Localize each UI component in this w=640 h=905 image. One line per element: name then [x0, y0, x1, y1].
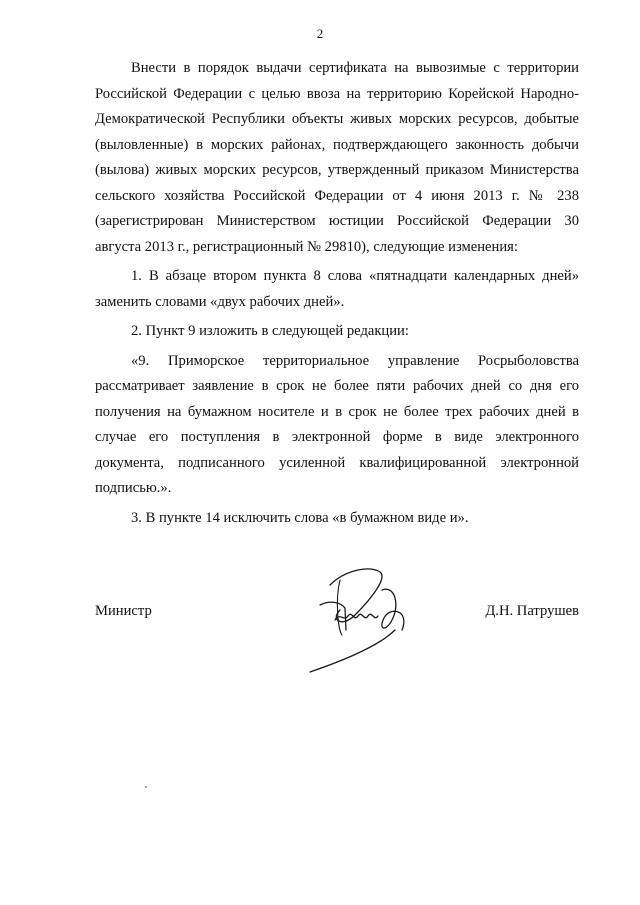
- signer-title: Министр: [95, 603, 152, 619]
- paragraph-item-1: 1. В абзаце втором пункта 8 слова «пятнадцати календарных дней» заменить словами «двух рабочих дней».: [95, 268, 579, 310]
- signer-name: Д.Н. Патрушев: [485, 603, 579, 619]
- paragraph-intro: Внести в порядок выдачи сертификата на вывозимые с территории Российской Федерации с целью ввоза на территорию Корейской Народно-Демократической Республики объекты живых морских ресурсов, добытые (выловленные) в морских районах, подтверждающего законность добычи (вылова) живых морских ресурсов, утвержденный приказом Министерства сельского хозяйства Российской Федерации от 4 июня 2013 г. № 238 (зарегистрирован Министерством юстиции Российской Федерации 30 августа 2013 г., регистрационный № 29810), следующие изменения:: [95, 60, 579, 255]
- page-number: 2: [316, 26, 324, 41]
- paragraph-item-2: 2. Пункт 9 изложить в следующей редакции:: [131, 323, 409, 339]
- paragraph-item-3: 3. В пункте 14 исключить слова «в бумажном виде и».: [131, 509, 469, 526]
- signature-block: [95, 603, 579, 633]
- paragraph-item-9-quote: «9. Приморское территориальное управление Росрыболовства рассматривает заявление в срок не более пяти рабочих дней со дня его получения на бумажном носителе и в срок не более трех рабочих дней в случае его поступления в электронной форме в виде электронного документа, подписанного усиленной квалифицированной электронной подписью.».: [95, 352, 579, 496]
- document-body: [95, 56, 579, 535]
- scan-speck: [145, 786, 147, 788]
